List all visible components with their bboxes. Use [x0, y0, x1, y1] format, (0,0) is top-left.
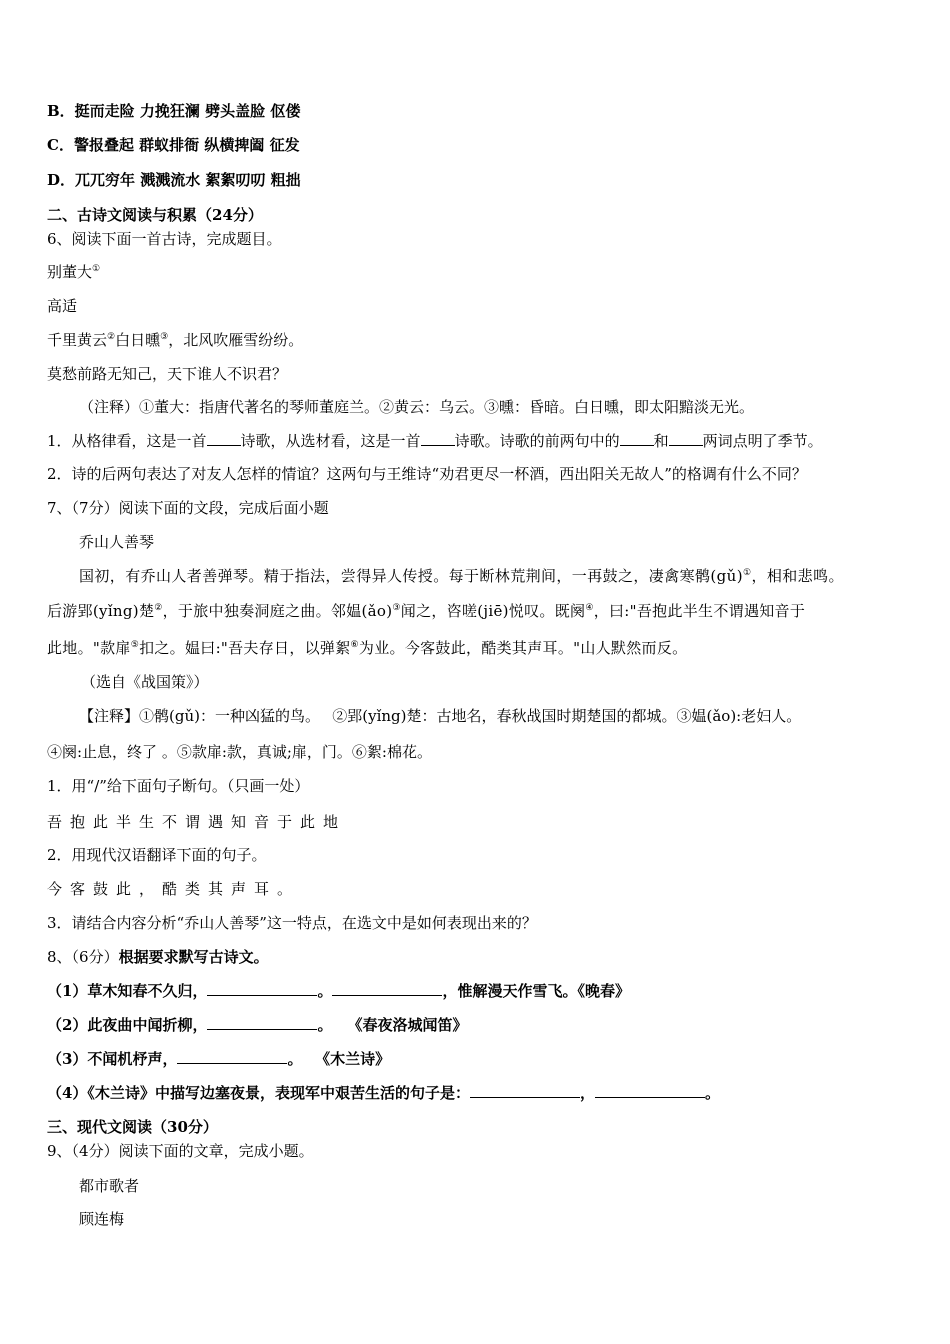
answer-blank[interactable] — [177, 1049, 287, 1064]
q8-text: ， — [579, 1084, 595, 1102]
q6-sub1-text: 和 — [653, 432, 669, 450]
answer-blank[interactable] — [207, 981, 317, 996]
poem-title — [47, 262, 930, 282]
q6-sub1 — [47, 431, 930, 451]
option-d: D．兀兀穷年 溅溅流水 絮絮叨叨 粗拙 — [47, 171, 301, 189]
q8-instruction: 根据要求默写古诗文。 — [118, 948, 269, 966]
article-title: 都市歌者 — [79, 1177, 140, 1195]
q8-item-4 — [47, 1083, 930, 1103]
q8-text: 。 《木兰诗》 — [287, 1050, 391, 1068]
passage-source: （选自《战国策》） — [81, 673, 209, 691]
poem-line-1 — [47, 330, 930, 350]
q8-text: （1）草木知春不久归， — [47, 982, 208, 1000]
q7-sub1-sentence: 吾抱此半生不谓遇知音于此地 — [47, 813, 347, 831]
passage-text: 此地。"款扉 — [47, 639, 131, 657]
note-mark: ⑤ — [130, 640, 140, 650]
q7-sub2: 2．用现代汉语翻译下面的句子。 — [47, 846, 267, 864]
q6-sub1-text: 1．从格律看，这是一首 — [47, 432, 207, 450]
poem-author: 高适 — [47, 297, 78, 315]
note-mark: ① — [742, 568, 752, 578]
answer-blank[interactable] — [620, 431, 654, 446]
answer-blank[interactable] — [421, 431, 455, 446]
q8-text: （3）不闻机杼声， — [47, 1050, 178, 1068]
note-mark: ④ — [585, 603, 594, 613]
passage-line-1 — [79, 566, 930, 586]
answer-blank[interactable] — [595, 1083, 705, 1098]
passage-title: 乔山人善琴 — [79, 533, 155, 551]
note-mark: ① — [92, 264, 101, 274]
note-mark: ③ — [392, 603, 401, 613]
q8-intro — [47, 947, 930, 967]
q6-sub1-text: 诗歌，从选材看，这是一首 — [240, 432, 421, 450]
poem-line-2: 莫愁前路无知己，天下谁人不识君？ — [47, 365, 288, 383]
notes-label: 【注释】 — [79, 707, 140, 725]
q8-text: 。 — [704, 1084, 720, 1102]
note-mark: ② — [154, 603, 163, 613]
passage-text: 为业。今客鼓此，酷类其声耳。"山人默然而反。 — [358, 639, 688, 657]
passage-text: 闻之，咨嗟(jiē)悦叹。既阕 — [400, 602, 586, 620]
passage-line-2 — [47, 601, 930, 621]
passage-line-3 — [47, 638, 930, 658]
q8-item-2 — [47, 1015, 930, 1035]
article-author: 顾连梅 — [79, 1210, 125, 1228]
passage-text: ，曰:"吾抱此半生不谓遇知音于 — [593, 602, 806, 620]
q7-sub1: 1．用“/”给下面句子断句。（只画一处） — [47, 777, 310, 795]
q8-text: （2）此夜曲中闻折柳， — [47, 1016, 208, 1034]
answer-blank[interactable] — [207, 1015, 317, 1030]
passage-text: ，于旅中独奏洞庭之曲。邻媪(ǎo) — [162, 602, 393, 620]
answer-blank[interactable] — [207, 431, 241, 446]
passage-notes-2: ④阕:止息，终了 。⑤款扉:款，真诚;扉，门。⑥絮:棉花。 — [47, 743, 432, 761]
poem-title-text: 别董大 — [47, 263, 93, 281]
note-mark: ③ — [160, 332, 169, 342]
note-mark: ② — [107, 332, 116, 342]
q8-score: 8、（6分） — [47, 948, 119, 966]
poem-line-part: 白日曛 — [115, 331, 161, 349]
q8-text: ，惟解漫天作雪飞。《晚春》 — [442, 982, 630, 1000]
answer-blank[interactable] — [470, 1083, 580, 1098]
q6-sub1-text: 两词点明了季节。 — [702, 432, 823, 450]
q7-intro: 7、（7分）阅读下面的文段，完成后面小题 — [47, 499, 329, 517]
q6-sub2: 2．诗的后两句表达了对友人怎样的情谊？这两句与王维诗“劝君更尽一杯酒，西出阳关无故人”的格调有什么不同？ — [47, 465, 807, 483]
section2-heading: 二、古诗文阅读与积累（24分） — [47, 206, 263, 224]
option-b: B．挺而走险 力挽狂澜 劈头盖脸 伛偻 — [47, 102, 301, 120]
notes-text: ①鹘(gǔ)：一种凶猛的鸟。 ②郢(yǐng)楚：古地名，春秋战国时期楚国的都城。③媪(ǎo):老妇人。 — [139, 707, 802, 725]
q8-text: 。 《春夜洛城闻笛》 — [317, 1016, 468, 1034]
q8-item-1 — [47, 981, 930, 1001]
answer-blank[interactable] — [669, 431, 703, 446]
q8-text: （4）《木兰诗》中描写边塞夜景，表现军中艰苦生活的句子是： — [47, 1084, 470, 1102]
poem-line-part: 千里黄云 — [47, 331, 108, 349]
section3-heading: 三、现代文阅读（30分） — [47, 1118, 218, 1136]
option-c: C．警报叠起 群蚁排衙 纵横捭阖 征发 — [47, 136, 300, 154]
q8-item-3 — [47, 1049, 930, 1069]
q6-sub1-text: 诗歌。诗歌的前两句中的 — [454, 432, 620, 450]
passage-text: 扣之。媪曰:"吾夫存日，以弹絮 — [139, 639, 351, 657]
poem-line-part: ，北风吹雁雪纷纷。 — [168, 331, 304, 349]
q7-sub3: 3．请结合内容分析“乔山人善琴”这一特点，在选文中是如何表现出来的？ — [47, 914, 537, 932]
note-mark: ⑥ — [350, 640, 359, 650]
answer-blank[interactable] — [332, 981, 442, 996]
passage-notes-1 — [79, 706, 930, 726]
q9-intro: 9、（4分）阅读下面的文章，完成小题。 — [47, 1142, 314, 1160]
poem-notes: （注释）①董大：指唐代著名的琴师董庭兰。②黄云：乌云。③曛：昏暗。白日曛，即太阳黯淡无光。 — [79, 398, 755, 416]
q7-sub2-sentence: 今客鼓此，酷类其声耳。 — [47, 880, 301, 898]
passage-text: 后游郢(yǐng)楚 — [47, 602, 155, 620]
passage-text: ，相和悲鸣。 — [751, 567, 844, 585]
q8-text: 。 — [317, 982, 333, 1000]
q6-intro: 6、阅读下面一首古诗，完成题目。 — [47, 230, 282, 248]
passage-text: 国初，有乔山人者善弹琴。精于指法，尝得异人传授。每于断林荒荆间，一再鼓之，凄禽寒鹘(gǔ) — [79, 567, 743, 585]
